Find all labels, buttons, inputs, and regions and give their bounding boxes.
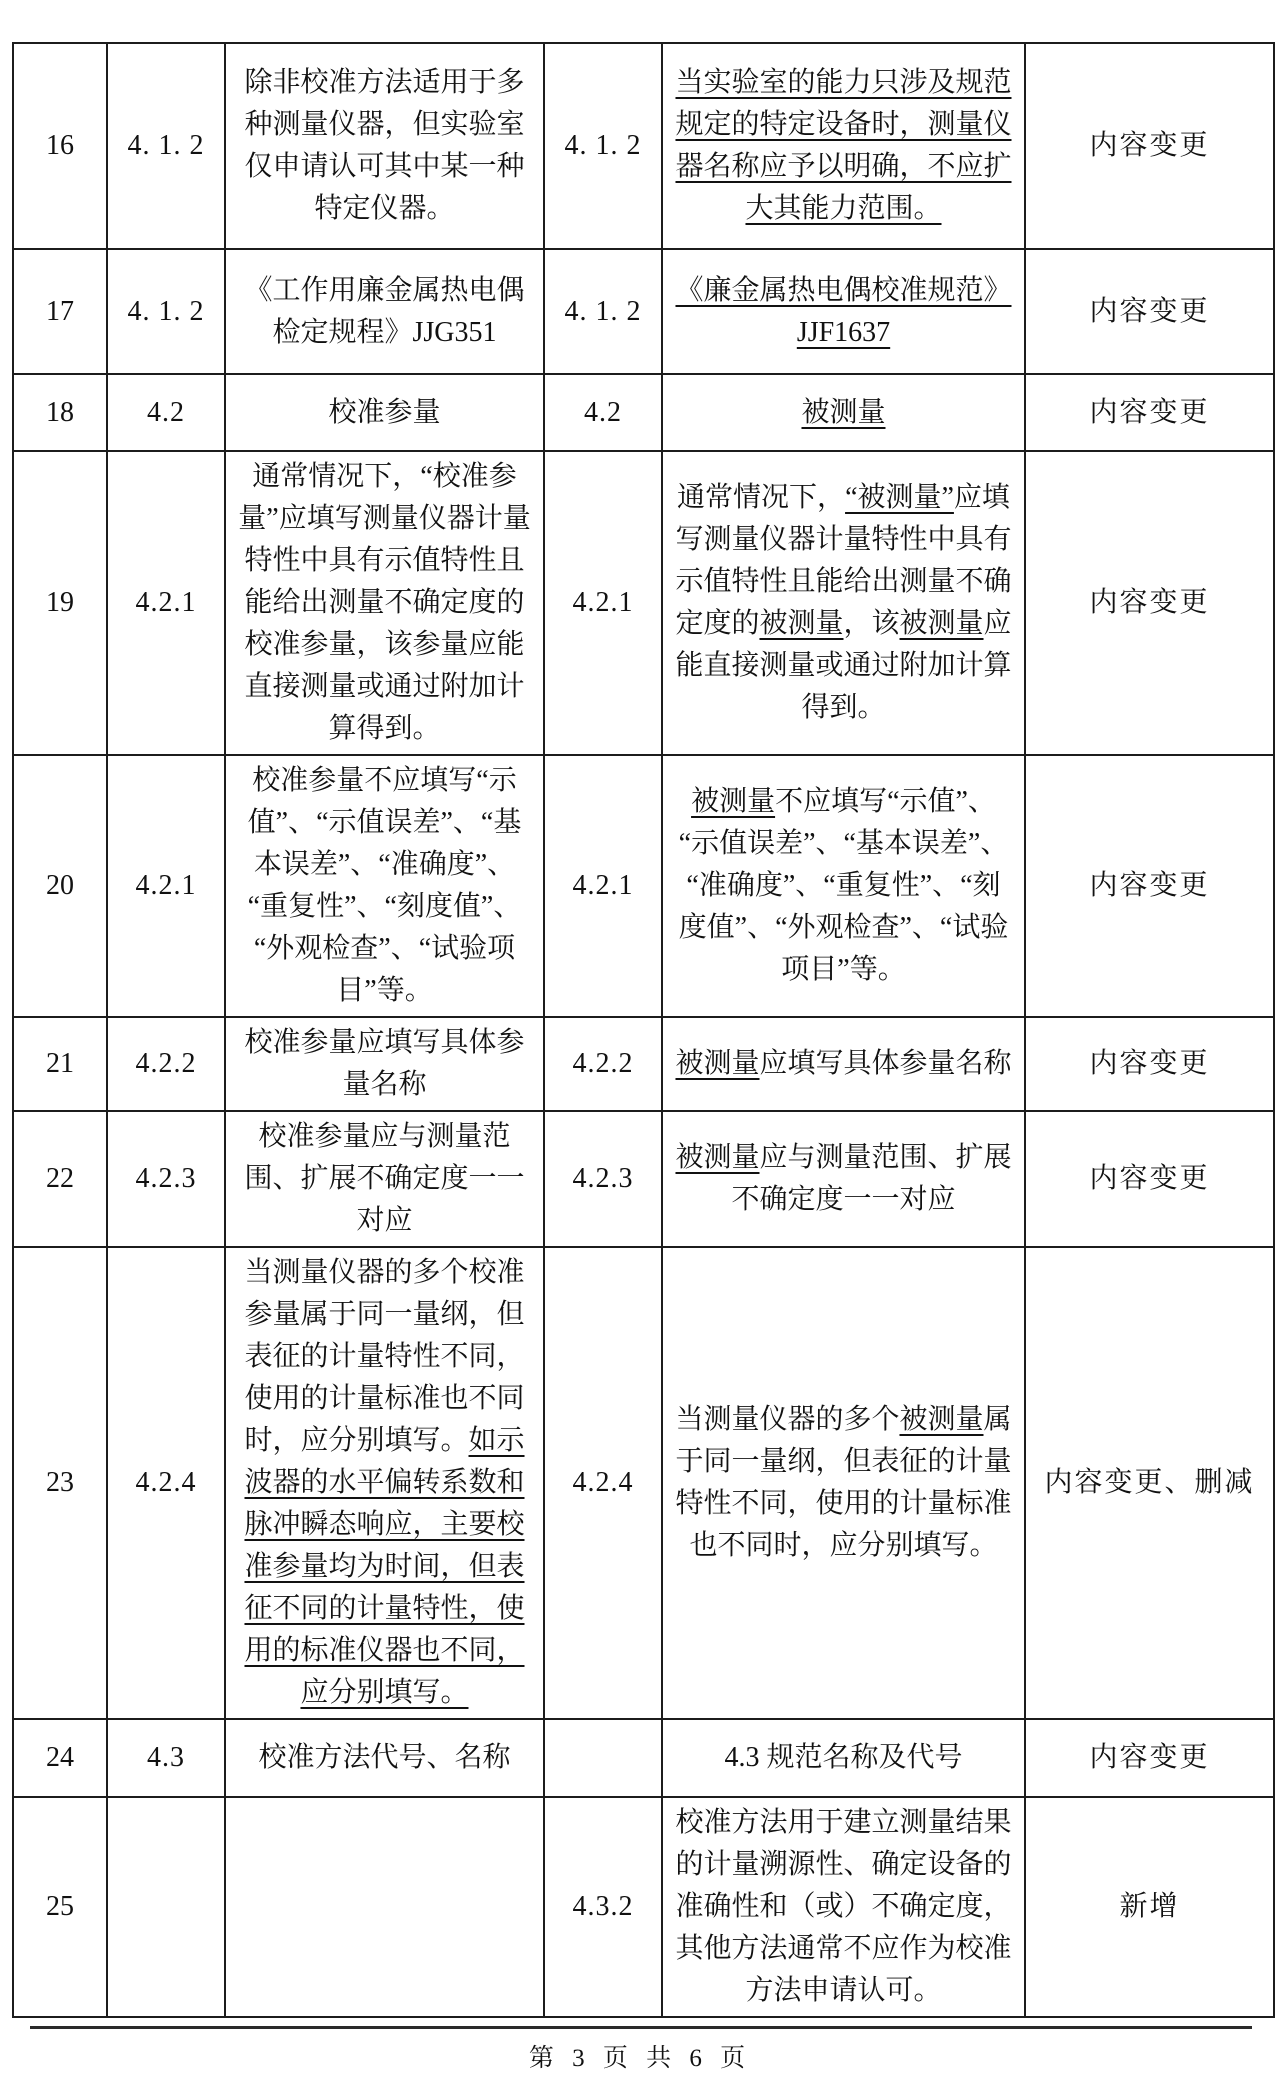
old-clause-cell: 4.2.1 [107,755,225,1017]
old-text-cell [225,1017,544,1111]
old-clause-cell: 4.3 [107,1719,225,1797]
text-segment: 通常情况下，“校准参量”应填写测量仪器计量特性中具有示值特性且能给出测量不确定度的校准参量，该参量应能直接测量或通过附加计算得到。 [238,461,531,744]
table-row [13,451,1274,755]
revision-comparison-table [12,42,1275,2018]
table-row [13,374,1274,451]
table-row [13,249,1274,374]
new-clause-cell: 4. 1. 2 [544,43,662,249]
change-type-cell: 内容变更 [1025,374,1274,451]
new-clause-cell [544,1719,662,1797]
change-type-cell: 内容变更 [1025,1719,1274,1797]
text-segment: 通常情况下， [677,482,846,513]
change-type-cell: 内容变更 [1025,451,1274,755]
text-segment: 不应填写“示值”、“示值误差”、“基本误差”、“准确度”、“重复性”、“刻度值”、“外观检查”、“试验项目”等。 [678,786,1009,985]
old-clause-cell: 4.2.4 [107,1247,225,1719]
row-number-cell: 19 [13,451,107,755]
row-number-cell: 18 [13,374,107,451]
old-clause-cell: 4. 1. 2 [107,43,225,249]
new-text-cell [662,755,1025,1017]
row-number-cell: 25 [13,1797,107,2017]
text-segment: 应与测量范围、扩展不确定度一一对应 [731,1142,1012,1215]
row-number-cell: 20 [13,755,107,1017]
old-text-cell [225,1111,544,1247]
new-text-cell [662,1017,1025,1111]
old-text-cell [225,755,544,1017]
change-type-cell: 新增 [1025,1797,1274,2017]
underlined-text-segment: “被测量” [845,482,954,513]
new-text-cell [662,1111,1025,1247]
row-number-cell: 22 [13,1111,107,1247]
text-segment: 校准参量 [328,396,441,428]
text-segment: 校准参量应填写具体参量名称 [244,1027,525,1100]
text-segment: 4.3 规范名称及代号 [724,1742,963,1773]
underlined-text-segment: 当实验室的能力只涉及规范规定的特定设备时，测量仪器名称应予以明确，不应扩大其能力范围。 [675,67,1012,224]
change-type-cell: 内容变更 [1025,43,1274,249]
underlined-text-segment: 被测量 [675,1048,760,1079]
table-row [13,1797,1274,2017]
new-text-cell [662,1797,1025,2017]
text-segment: 属于同一量纲，但表征的计量特性不同，使用的计量标准也不同时，应分别填写。 [675,1404,1012,1561]
text-segment: 当测量仪器的多个 [675,1404,900,1435]
underlined-text-segment: 被测量 [759,608,844,639]
new-text-cell [662,249,1025,374]
underlined-text-segment: 如示波器的水平偏转系数和脉冲瞬态响应，主要校准参量均为时间，但表征不同的计量特性，使用的标准仪器也不同，应分别填写。 [244,1425,525,1708]
underlined-text-segment: 《廉金属热电偶校准规范》JJF1637 [675,274,1012,348]
text-segment: 校准方法用于建立测量结果的计量溯源性、确定设备的准确性和（或）不确定度，其他方法通常不应作为校准方法申请认可。 [675,1807,1012,2006]
table-row [13,755,1274,1017]
text-segment: 校准参量应与测量范围、扩展不确定度一一对应 [244,1121,525,1236]
new-clause-cell: 4.2.1 [544,451,662,755]
underlined-text-segment: 被测量 [899,1404,984,1435]
old-text-cell [225,1719,544,1797]
old-text-cell [225,43,544,249]
underlined-text-segment: 被测量 [899,608,984,639]
table-row [13,1719,1274,1797]
text-segment: 校准方法代号、名称 [258,1742,511,1773]
footer-divider [30,2026,1252,2029]
old-text-cell [225,1797,544,2017]
old-clause-cell: 4.2.1 [107,451,225,755]
row-number-cell: 24 [13,1719,107,1797]
text-segment: 应填写具体参量名称 [759,1048,1012,1079]
new-text-cell [662,1719,1025,1797]
row-number-cell: 21 [13,1017,107,1111]
table-row [13,1017,1274,1111]
text-segment: 校准参量不应填写“示值”、“示值误差”、“基本误差”、“准确度”、“重复性”、“刻度值”、“外观检查”、“试验项目”等。 [247,765,522,1006]
new-text-cell [662,451,1025,755]
page-number: 第 3 页 共 6 页 [528,2045,752,2072]
old-clause-cell: 4.2.3 [107,1111,225,1247]
change-type-cell: 内容变更、删减 [1025,1247,1274,1719]
change-type-cell: 内容变更 [1025,1017,1274,1111]
old-text-cell [225,1247,544,1719]
new-clause-cell: 4.2.3 [544,1111,662,1247]
text-segment: 应填写测量仪器计量特性中具有示值特性且能给出测量不确定度的 [675,482,1012,639]
underlined-text-segment: 被测量 [801,396,886,428]
new-clause-cell: 4.2 [544,374,662,451]
table-row [13,1247,1274,1719]
row-number-cell: 16 [13,43,107,249]
row-number-cell: 23 [13,1247,107,1719]
table-row [13,1111,1274,1247]
new-clause-cell: 4. 1. 2 [544,249,662,374]
change-type-cell: 内容变更 [1025,1111,1274,1247]
table-row [13,43,1274,249]
text-segment: ，该 [843,608,900,639]
text-segment: 应能直接测量或通过附加计算得到。 [675,608,1012,723]
old-clause-cell: 4. 1. 2 [107,249,225,374]
new-clause-cell: 4.2.2 [544,1017,662,1111]
revision-table-body [13,43,1274,2017]
new-clause-cell: 4.2.4 [544,1247,662,1719]
text-segment: 《工作用廉金属热电偶检定规程》JJG351 [244,274,525,348]
old-text-cell [225,451,544,755]
change-type-cell: 内容变更 [1025,249,1274,374]
new-clause-cell: 4.3.2 [544,1797,662,2017]
underlined-text-segment: 被测量 [691,786,776,817]
old-text-cell [225,249,544,374]
row-number-cell: 17 [13,249,107,374]
text-segment: 除非校准方法适用于多种测量仪器，但实验室仅申请认可其中某一种特定仪器。 [244,67,525,224]
new-text-cell [662,1247,1025,1719]
text-segment: 当测量仪器的多个校准参量属于同一量纲，但表征的计量特性不同，使用的计量标准也不同时，应分别填写。 [244,1257,525,1456]
new-clause-cell: 4.2.1 [544,755,662,1017]
underlined-text-segment: 被测量 [675,1142,760,1173]
old-clause-cell [107,1797,225,2017]
old-clause-cell: 4.2 [107,374,225,451]
old-text-cell [225,374,544,451]
old-clause-cell: 4.2.2 [107,1017,225,1111]
change-type-cell: 内容变更 [1025,755,1274,1017]
new-text-cell [662,43,1025,249]
new-text-cell [662,374,1025,451]
